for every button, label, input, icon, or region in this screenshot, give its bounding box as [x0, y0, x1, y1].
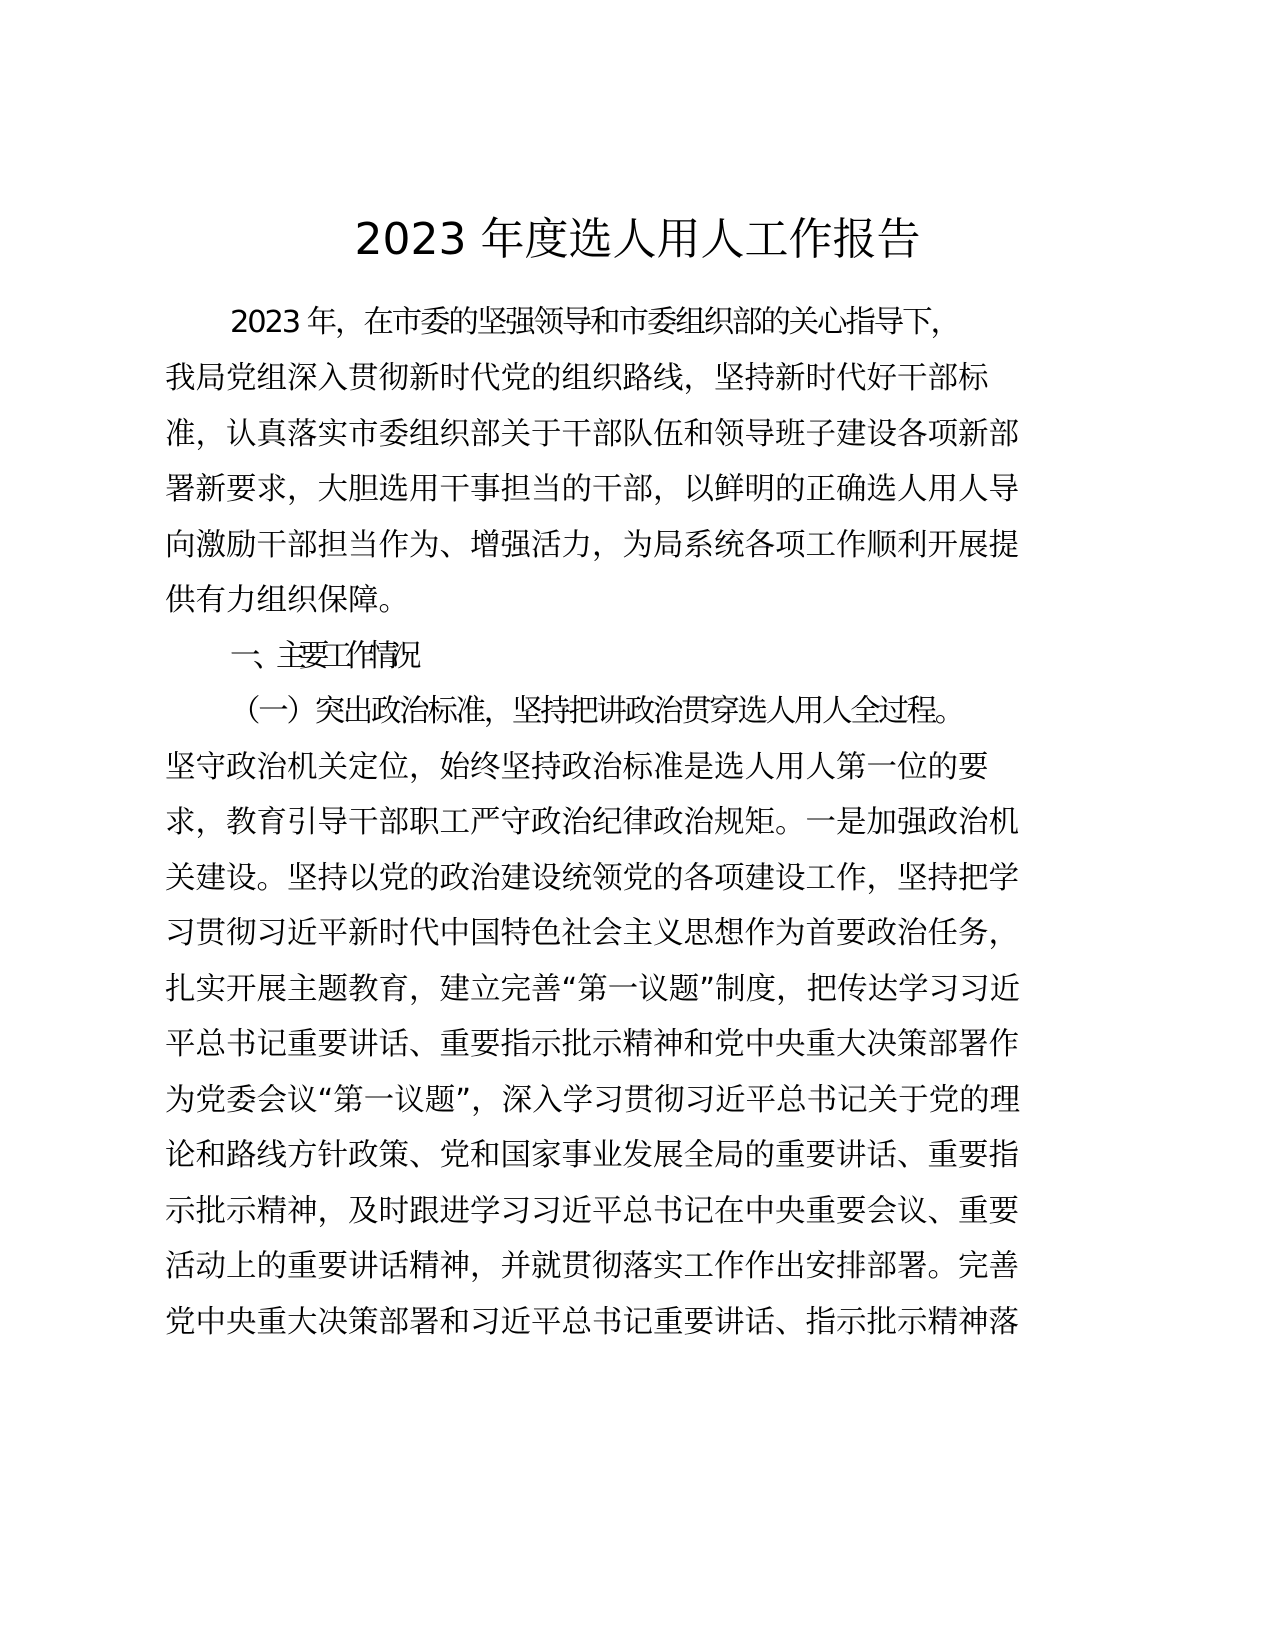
paragraph-line: 我局党组深入贯彻新时代党的组织路线，坚持新时代好干部标: [165, 361, 989, 396]
paragraph-line: 准，认真落实市委组织部关于干部队伍和领导班子建设各项新部: [165, 417, 1019, 452]
paragraph-line: 求，教育引导干部职工严守政治纪律政治规矩。一是加强政治机: [165, 805, 1019, 840]
paragraph-line: 平总书记重要讲话、重要指示批示精神和党中央重大决策部署作: [165, 1027, 1019, 1062]
paragraph-line: 党中央重大决策部署和习近平总书记重要讲话、指示批示精神落: [165, 1305, 1019, 1340]
paragraph-line: 示批示精神，及时跟进学习习近平总书记在中央重要会议、重要: [165, 1194, 1019, 1229]
paragraph-line: 扎实开展主题教育，建立完善“第一议题”制度，把传达学习习近: [165, 972, 1021, 1007]
paragraph-line: 活动上的重要讲话精神，并就贯彻落实工作作出安排部署。完善: [165, 1249, 1019, 1284]
paragraph-line: 关建设。坚持以党的政治建设统领党的各项建设工作，坚持把学: [165, 861, 1019, 896]
paragraph-line: 署新要求，大胆选用干事担当的干部，以鲜明的正确选人用人导: [165, 472, 1019, 507]
paragraph-line: 坚守政治机关定位，始终坚持政治标准是选人用人第一位的要: [165, 750, 989, 785]
section-heading: 一、主要工作情况: [230, 639, 414, 674]
paragraph-line: 向激励干部担当作为、增强活力，为局系统各项工作顺利开展提: [165, 528, 1019, 563]
subsection-heading: （一）突出政治标准，坚持把讲政治贯穿选人用人全过程。: [230, 694, 963, 729]
paragraph-line: 2023 年，在市委的坚强领导和市委组织部的关心指导下，: [230, 305, 959, 340]
paragraph-line: 习贯彻习近平新时代中国特色社会主义思想作为首要政治任务，: [165, 916, 1019, 951]
paragraph-line: 论和路线方针政策、党和国家事业发展全局的重要讲话、重要指: [165, 1138, 1019, 1173]
document-title: 2023 年度选人用人工作报告: [354, 214, 921, 265]
paragraph-line: 供有力组织保障。: [165, 583, 409, 618]
paragraph-line: 为党委会议“第一议题”，深入学习贯彻习近平总书记关于党的理: [165, 1083, 1021, 1118]
